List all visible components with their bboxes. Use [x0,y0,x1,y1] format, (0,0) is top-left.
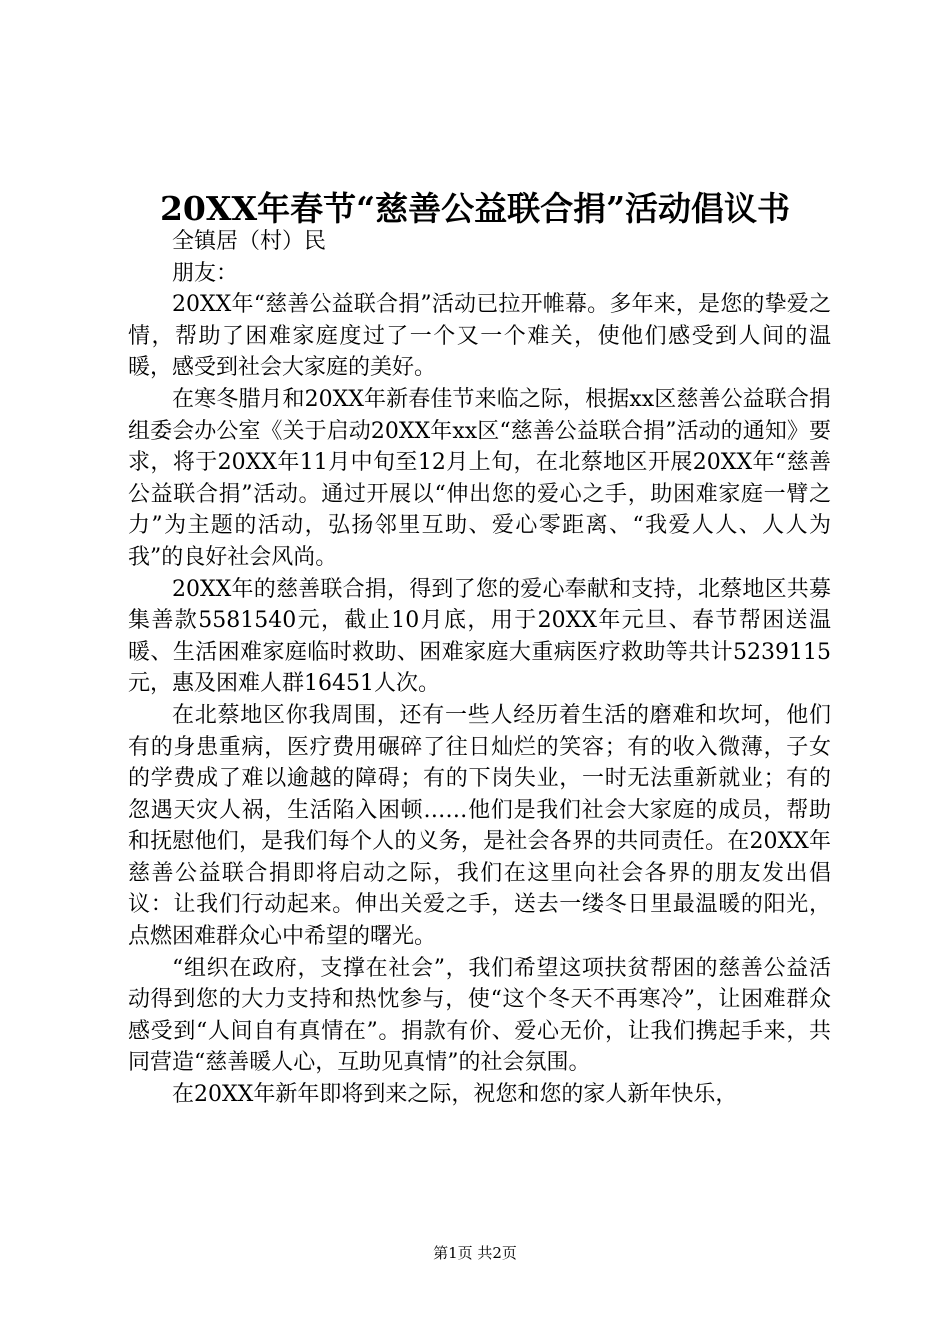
paragraph-4: 在北蔡地区你我周围，还有一些人经历着生活的磨难和坎坷，他们有的身患重病，医疗费用碾碎了往日灿烂的笑容；有的收入微薄，子女的学费成了难以逾越的障碍；有的下岗失业，一时无法重新就业；有的忽遇天灾人祸，生活陷入困顿……他们是我们社会大家庭的成员，帮助和抚慰他们，是我们每个人的义务，是社会各界的共同责任。在20XX年慈善公益联合捐即将启动之际，我们在这里向社会各界的朋友发出倡议：让我们行动起来。伸出关爱之手，送去一缕冬日里最温暖的阳光，点燃困难群众心中希望的曙光。 [128,702,831,950]
document-body [128,226,831,1111]
salutation-line-2: 朋友： [172,260,239,286]
salutation-line-1: 全镇居（村）民 [172,229,327,254]
paragraph-6: 在20XX年新年即将到来之际，祝您和您的家人新年快乐， [172,1082,738,1108]
paragraph-3: 20XX年的慈善联合捐，得到了您的爱心奉献和支持，北蔡地区共募集善款5581540元，截止10月底，用于20XX年元旦、春节帮困送温暖、生活困难家庭临时救助、困难家庭大重病医疗救助等共计5239115元，惠及困难人群16451人次。 [128,576,831,697]
paragraph-5: “组织在政府，支撑在社会”，我们希望这项扶贫帮困的慈善公益活动得到您的大力支持和热忱参与，使“这个冬天不再寒冷”，让困难群众感受到“人间自有真情在”。捐款有价、爱心无价，让我们携起手来，共同营造“慈善暖人心，互助见真情”的社会氛围。 [128,955,831,1076]
paragraph-1: 20XX年“慈善公益联合捐”活动已拉开帷幕。多年来，是您的挚爱之情，帮助了困难家庭度过了一个又一个难关，使他们感受到人间的温暖，感受到社会大家庭的美好。 [128,292,831,381]
paragraph-2: 在寒冬腊月和20XX年新春佳节来临之际，根据xx区慈善公益联合捐组委会办公室《关于启动20XX年xx区“慈善公益联合捐”活动的通知》要求，将于20XX年11月中旬至12月上旬，在北蔡地区开展20XX年“慈善公益联合捐”活动。通过开展以“伸出您的爱心之手，助困难家庭一臂之力”为主题的活动，弘扬邻里互助、爱心零距离、“我爱人人、人人为我”的良好社会风尚。 [128,386,831,570]
page-number-footer: 第1页 共2页 [433,1244,517,1262]
document-title: 20XX年春节“慈善公益联合捐”活动倡议书 [159,189,791,228]
